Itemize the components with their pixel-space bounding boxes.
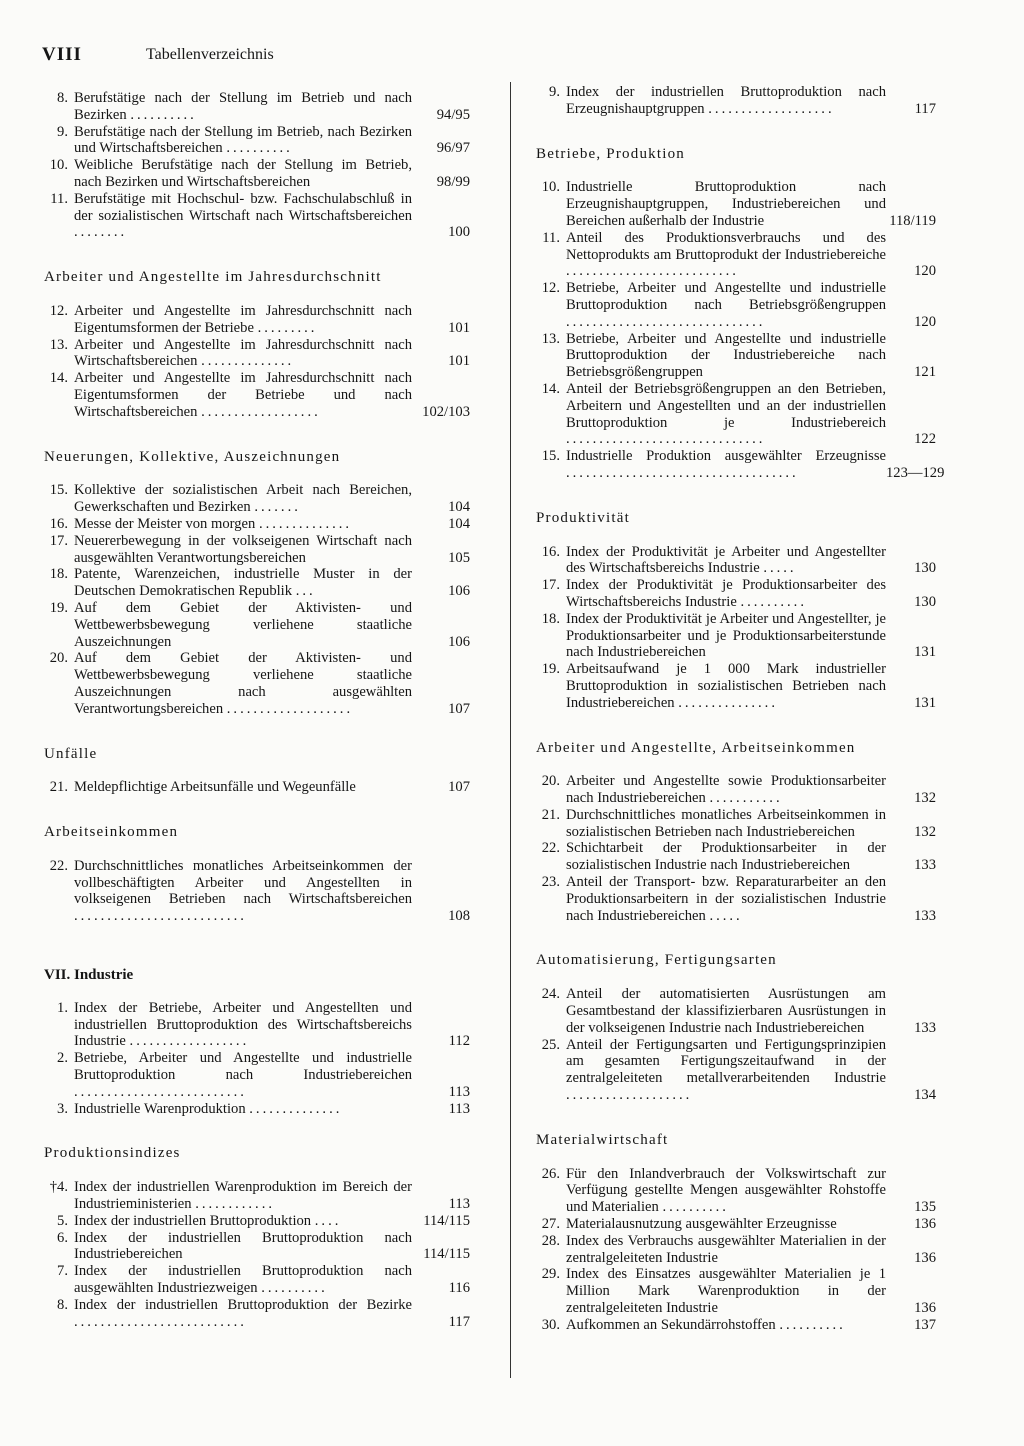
leader-dots: ..............: [249, 1100, 343, 1117]
toc-entry: [536, 1233, 936, 1267]
entry-number: 20.: [49, 650, 68, 667]
toc-entry: [44, 337, 470, 371]
entry-title: [74, 1179, 412, 1213]
entry-page-number: 104: [448, 499, 470, 516]
entry-number: 23.: [541, 874, 560, 891]
toc-entry: [44, 600, 470, 650]
entry-page-number: 136: [914, 1216, 936, 1233]
entry-title-text: Arbeiter und Angestellte im Jahresdurchschnitt nach Wirtschaftsbereichen: [74, 336, 412, 370]
entry-number: 8.: [57, 1296, 68, 1313]
toc-entry: [44, 1050, 470, 1100]
entry-title: [74, 533, 412, 567]
section-heading: Materialwirtschaft: [536, 1131, 669, 1148]
entry-title: [74, 1230, 412, 1264]
toc-entry: [536, 577, 936, 611]
entry-title-text: Index des Verbrauchs ausgewählter Materialien in der zentralgeleiteten Industrie: [566, 1232, 886, 1266]
toc-entry: [536, 1266, 936, 1316]
entry-title: [74, 90, 412, 124]
entry-number: 17.: [541, 577, 560, 594]
entry-number: 7.: [57, 1263, 68, 1280]
entry-title-text: Index der industriellen Bruttoproduktion der Bezirke: [74, 1296, 412, 1313]
entry-page-number: 102/103: [422, 403, 470, 420]
entry-title-text: Betriebe, Arbeiter und Angestellte und industrielle Bruttoproduktion nach Betriebsgrößengruppen: [566, 280, 886, 313]
entry-number: 13.: [49, 336, 68, 353]
entry-title-text: Aufkommen an Sekundärrohstoffen: [566, 1316, 776, 1333]
leader-dots: ...........: [709, 790, 783, 807]
entry-page-number: 133: [914, 1019, 936, 1036]
section-heading: Unfälle: [44, 745, 98, 762]
entry-number: 12.: [49, 302, 68, 319]
leader-dots: ..........: [662, 1199, 729, 1216]
toc-entry: [44, 1297, 470, 1331]
entry-title: [566, 1317, 886, 1334]
entry-page-number: 132: [914, 790, 936, 807]
left-column: [44, 90, 470, 1330]
entry-page-number: 136: [914, 1300, 936, 1317]
chapter-heading: VII. Industrie: [44, 967, 134, 984]
toc-entry: [44, 516, 470, 533]
entry-title-text: Patente, Warenzeichen, industrielle Muster in der Deutschen Demokratischen Republik: [74, 566, 412, 600]
toc-entry: [536, 807, 936, 841]
entry-title-text: Index der industriellen Bruttoproduktion: [74, 1212, 312, 1229]
toc-entry: [44, 779, 470, 796]
entry-title-text: Anteil der Betriebsgrößengruppen an den Betrieben, Arbeitern und Angestellten und an der industriellen Bruttoproduktion je Industriebereich: [566, 380, 886, 431]
entry-page-number: 133: [914, 857, 936, 874]
toc-entry: [44, 191, 470, 241]
entry-title-text: Arbeiter und Angestellte sowie Produktionsarbeiter nach Industriebereichen: [566, 773, 886, 807]
leader-dots: ..........................: [74, 908, 247, 925]
entry-title-text: Weibliche Berufstätige nach der Stellung im Betrieb, nach Bezirken und Wirtschaftsbereichen: [74, 157, 412, 190]
entry-page-number: 104: [448, 515, 470, 532]
entry-number: 11.: [50, 190, 68, 207]
toc-entry: [44, 1230, 470, 1264]
entry-title: [566, 381, 886, 448]
entry-title-text: Index der industriellen Bruttoproduktion nach ausgewählten Industriezweigen: [74, 1263, 412, 1297]
leader-dots: ...................: [566, 1087, 693, 1104]
toc-entry: [536, 179, 936, 229]
entry-title-text: Arbeiter und Angestellte im Jahresdurchschnitt nach Eigentumsformen der Betriebe und nach Wirtschaftsbereichen: [74, 370, 412, 420]
entry-page-number: 117: [914, 100, 936, 117]
toc-entry: [44, 566, 470, 600]
entry-title: [566, 611, 886, 661]
toc-entry: [44, 1000, 470, 1050]
entry-title: [566, 807, 886, 841]
entry-title: [74, 337, 412, 371]
leader-dots: ............: [195, 1196, 275, 1213]
entry-title: [74, 303, 412, 337]
entry-title: [74, 157, 412, 191]
entry-title-text: Industrielle Warenproduktion: [74, 1100, 246, 1117]
entry-page-number: 120: [914, 263, 936, 280]
entry-page-number: 130: [914, 560, 936, 577]
entry-page-number: 121: [914, 364, 936, 381]
leader-dots: ..........: [740, 593, 807, 610]
entry-number: 9.: [549, 84, 560, 100]
entry-title-text: Index der industriellen Warenproduktion im Bereich der Industrieministerien: [74, 1179, 412, 1213]
entry-page-number: 117: [448, 1313, 470, 1330]
toc-entry: [536, 1037, 936, 1104]
toc-entry: [536, 1166, 936, 1216]
leader-dots: .....: [763, 560, 797, 577]
entry-title: [566, 448, 886, 482]
leader-dots: ..........: [226, 140, 293, 157]
leader-dots: ..........................: [566, 263, 739, 280]
entry-page-number: 131: [914, 694, 936, 711]
toc-entry: [44, 157, 470, 191]
entry-title: [74, 600, 412, 650]
entry-number: 13.: [541, 330, 560, 347]
entry-title: [74, 124, 412, 158]
entry-number: 6.: [57, 1229, 68, 1246]
toc-entry: [536, 840, 936, 874]
entry-title-text: Auf dem Gebiet der Aktivisten- und Wettbewerbsbewegung verliehene staatliche Auszeichnungen: [74, 599, 412, 650]
entry-number: 10.: [49, 157, 68, 174]
entry-title: [566, 661, 886, 711]
entry-number: 22.: [541, 840, 560, 857]
entry-title-text: Index der Produktivität je Produktionsarbeiter des Wirtschaftsbereichs Industrie: [566, 577, 886, 610]
entry-page-number: 101: [448, 319, 470, 336]
entry-title: [566, 840, 886, 874]
toc-entry: [536, 331, 936, 381]
leader-dots: ..............: [201, 353, 295, 370]
section-heading: Arbeiter und Angestellte im Jahresdurchschnitt: [44, 269, 382, 286]
leader-dots: ...................................: [566, 464, 799, 481]
entry-page-number: 132: [914, 823, 936, 840]
leader-dots: ..........................: [74, 1083, 247, 1100]
entry-title-text: Kollektive der sozialistischen Arbeit nach Bereichen, Gewerkschaften und Bezirken: [74, 482, 412, 516]
entry-title-text: Arbeiter und Angestellte im Jahresdurchschnitt nach Eigentumsformen der Betriebe: [74, 302, 412, 336]
toc-entry: [44, 533, 470, 567]
leader-dots: ..................: [201, 403, 321, 420]
section-heading: Produktionsindizes: [44, 1145, 181, 1162]
entry-title-text: Anteil der automatisierten Ausrüstungen am Gesamtbestand der klassifizierbaren Ausrüstungen in der volkseigenen Industrie nach Industriebereichen: [566, 986, 886, 1036]
entry-number: 14.: [49, 370, 68, 387]
entry-title-text: Berufstätige mit Hochschul- bzw. Fachschulabschluß in der sozialistischen Wirtschaft nach Wirtschaftsbereichen: [74, 190, 412, 224]
entry-page-number: 113: [448, 1083, 470, 1100]
entry-number: 16.: [541, 543, 560, 560]
entry-page-number: 114/115: [423, 1212, 470, 1229]
entry-page-number: 133: [914, 907, 936, 924]
entry-title: [566, 179, 886, 229]
entry-page-number: 98/99: [436, 173, 470, 190]
toc-entry: [44, 370, 470, 420]
toc-entry: [536, 773, 936, 807]
leader-dots: ....: [314, 1212, 342, 1229]
entry-page-number: 116: [448, 1280, 470, 1297]
entry-title: [74, 1297, 412, 1331]
leader-dots: ........: [74, 224, 128, 241]
entry-title: [566, 544, 886, 578]
entry-page-number: 131: [914, 644, 936, 661]
page-title: Tabellenverzeichnis: [146, 46, 274, 63]
entry-title-text: Anteil der Fertigungsarten und Fertigungsprinzipien am gesamten Fertigungszeitaufwand in der zentralgeleiteten metallverarbeitenden Industrie: [566, 1036, 886, 1087]
section-heading: Arbeiter und Angestellte, Arbeitseinkommen: [536, 739, 856, 756]
entry-page-number: 122: [914, 431, 936, 448]
toc-entry: [44, 90, 470, 124]
entry-title: [74, 370, 412, 420]
entry-title-text: Anteil des Produktionsverbrauchs und des Nettoprodukts am Bruttoprodukt der Industriebereiche: [566, 229, 886, 263]
entry-title: [566, 1266, 886, 1316]
entry-title-text: Für den Inlandverbrauch der Volkswirtschaft zur Verfügung gestellte Mengen ausgewählter Rohstoffe und Materialien: [566, 1165, 886, 1216]
entry-title: [74, 191, 412, 241]
toc-entry: [536, 280, 936, 330]
entry-number: 30.: [541, 1316, 560, 1333]
entry-page-number: 107: [448, 700, 470, 717]
page-header: [42, 44, 274, 66]
entry-number: 14.: [541, 380, 560, 397]
entry-number: 11.: [542, 229, 560, 246]
leader-dots: ..........: [779, 1316, 846, 1333]
leader-dots: ..............................: [566, 431, 766, 448]
entry-title-text: Betriebe, Arbeiter und Angestellte und industrielle Bruttoproduktion der Industriebereiche nach Betriebsgrößengruppen: [566, 330, 886, 381]
toc-entry: [44, 482, 470, 516]
entry-number: 25.: [541, 1036, 560, 1053]
entry-page-number: 137: [914, 1316, 936, 1333]
entry-title-text: Materialausnutzung ausgewählter Erzeugnisse: [566, 1216, 837, 1233]
section-heading: Betriebe, Produktion: [536, 145, 685, 162]
entry-title: [566, 874, 886, 924]
entry-title: [74, 1101, 412, 1118]
entry-number: 19.: [49, 599, 68, 616]
entry-title: [74, 482, 412, 516]
entry-title-text: Anteil der Transport- bzw. Reparaturarbeiter an den Produktionsarbeitern in der sozialistischen Industrie nach Industriebereichen: [566, 874, 886, 924]
entry-title-text: Index der industriellen Bruttoproduktion nach Erzeugnishauptgruppen: [566, 84, 886, 117]
entry-title-text: Auf dem Gebiet der Aktivisten- und Wettbewerbsbewegung verliehene staatliche Auszeichnungen nach ausgewählten Verantwortungsbereichen: [74, 650, 412, 717]
entry-number: 12.: [541, 280, 560, 297]
entry-page-number: 114/115: [423, 1246, 470, 1263]
entry-title: [566, 1233, 886, 1267]
entry-number: 21.: [541, 806, 560, 823]
entry-title: [566, 280, 886, 330]
entry-page-number: 135: [914, 1199, 936, 1216]
section-heading: Produktivität: [536, 509, 630, 526]
entry-number: 21.: [49, 779, 68, 796]
entry-page-number: 94/95: [436, 106, 470, 123]
entry-page-number: 130: [914, 593, 936, 610]
entry-page-number: 96/97: [436, 140, 470, 157]
entry-title: [74, 1263, 412, 1297]
toc-entry: [536, 84, 936, 118]
entry-number: 9.: [57, 123, 68, 140]
entry-title: [74, 779, 412, 796]
toc-entry: [536, 544, 936, 578]
section-heading: Neuerungen, Kollektive, Auszeichnungen: [44, 448, 341, 465]
leader-dots: .........: [257, 319, 318, 336]
leader-dots: .....: [709, 907, 743, 924]
leader-dots: ..........: [130, 106, 197, 123]
entry-number: 1.: [57, 999, 68, 1016]
entry-number: 17.: [49, 532, 68, 549]
entry-page-number: 113: [448, 1196, 470, 1213]
entry-title-text: Index der Produktivität je Arbeiter und Angestellter des Wirtschaftsbereichs Industrie: [566, 543, 886, 577]
entry-title-text: Schichtarbeit der Produktionsarbeiter in der sozialistischen Industrie nach Industriebereichen: [566, 840, 886, 874]
entry-number: 28.: [541, 1232, 560, 1249]
entry-page-number: 105: [448, 549, 470, 566]
entry-title: [566, 1216, 886, 1233]
leader-dots: ..................: [129, 1033, 250, 1050]
entry-number: 15.: [541, 448, 560, 465]
entry-number: 5.: [57, 1212, 68, 1229]
entry-number: †4.: [49, 1179, 68, 1196]
entry-title-text: Durchschnittliches monatliches Arbeitseinkommen in sozialistischen Betrieben nach Industriebereichen: [566, 806, 886, 840]
entry-number: 15.: [49, 482, 68, 499]
entry-title: [566, 230, 886, 280]
toc-entry: [44, 303, 470, 337]
toc-entry: [536, 661, 936, 711]
entry-title-text: Index der Betriebe, Arbeiter und Angestellten und industriellen Bruttoproduktion des Wirtschaftsbereichs Industrie: [74, 999, 412, 1050]
entry-number: 18.: [541, 610, 560, 627]
right-column: [536, 84, 945, 1334]
toc-entry: [536, 874, 936, 924]
entry-title: [566, 986, 886, 1036]
leader-dots: ...................: [708, 100, 835, 117]
entry-page-number: 101: [448, 353, 470, 370]
entry-title-text: Index der Produktivität je Arbeiter und Angestellter, je Produktionsarbeiter und je Produktionsarbeiterstunde nach Industriebereichen: [566, 610, 886, 661]
entry-page-number: 113: [448, 1100, 470, 1117]
entry-number: 3.: [57, 1100, 68, 1117]
entry-page-number: 120: [914, 313, 936, 330]
entry-title: [566, 331, 886, 381]
leader-dots: ..........: [261, 1280, 328, 1297]
toc-entry: [536, 381, 936, 448]
entry-title: [74, 1050, 412, 1100]
entry-page-number: 136: [914, 1249, 936, 1266]
entry-title-text: Arbeitsaufwand je 1 000 Mark industrieller Bruttoproduktion in sozialistischen Betrieben nach Industriebereichen: [566, 661, 886, 711]
toc-entry: [536, 1216, 936, 1233]
entry-title: [566, 773, 886, 807]
leader-dots: ..........................: [74, 1313, 247, 1330]
entry-number: 26.: [541, 1165, 560, 1182]
entry-title: [74, 1213, 412, 1230]
entry-title: [566, 1166, 886, 1216]
entry-title-text: Berufstätige nach der Stellung im Betrieb, nach Bezirken und Wirtschaftsbereichen: [74, 123, 412, 157]
entry-page-number: 106: [448, 583, 470, 600]
entry-number: 18.: [49, 566, 68, 583]
leader-dots: .......: [254, 499, 301, 516]
entry-number: 2.: [57, 1050, 68, 1067]
toc-entry: [536, 611, 936, 661]
column-divider: [510, 82, 511, 1378]
entry-title-text: Betriebe, Arbeiter und Angestellte und industrielle Bruttoproduktion nach Industriebereichen: [74, 1050, 412, 1084]
section-heading: Automatisierung, Fertigungsarten: [536, 952, 777, 969]
entry-page-number: 108: [448, 908, 470, 925]
entry-title: [74, 566, 412, 600]
entry-title: [566, 1037, 886, 1104]
toc-entry: [536, 448, 945, 482]
entry-page-number: 112: [448, 1033, 470, 1050]
entry-title-text: Industrielle Bruttoproduktion nach Erzeugnishauptgruppen, Industriebereichen und Bereichen außerhalb der Industrie: [566, 179, 886, 229]
entry-title: [74, 1000, 412, 1050]
entry-title-text: Neuererbewegung in der volkseigenen Wirtschaft nach ausgewählten Verantwortungsbereichen: [74, 532, 412, 566]
leader-dots: ...................: [226, 700, 354, 717]
leader-dots: ..............: [258, 515, 353, 532]
entry-title-text: Index der industriellen Bruttoproduktion nach Industriebereichen: [74, 1229, 412, 1263]
entry-number: 8.: [57, 90, 68, 106]
entry-page-number: 107: [448, 779, 470, 796]
entry-title: [566, 84, 886, 118]
entry-number: 10.: [541, 179, 560, 196]
toc-entry: [44, 1179, 470, 1213]
entry-title: [74, 858, 412, 925]
entry-page-number: 106: [448, 633, 470, 650]
entry-number: 29.: [541, 1266, 560, 1283]
entry-number: 24.: [541, 986, 560, 1003]
entry-page-number: 118/119: [889, 212, 936, 229]
entry-number: 16.: [49, 515, 68, 532]
entry-title: [566, 577, 886, 611]
toc-entry: [44, 1263, 470, 1297]
entry-title-text: Index des Einsatzes ausgewählter Materialien je 1 Million Mark Warenproduktion in der zentralgeleiteten Industrie: [566, 1266, 886, 1317]
entry-title: [74, 516, 412, 533]
entry-number: 22.: [49, 857, 68, 874]
leader-dots: ...: [295, 583, 316, 600]
entry-title-text: Durchschnittliches monatliches Arbeitseinkommen der vollbeschäftigten Arbeiter und Angestellten in volkseigenen Betrieben nach Wirtschaftsbereichen: [74, 857, 412, 908]
toc-entry: [44, 858, 470, 925]
entry-page-number: 134: [914, 1087, 936, 1104]
entry-number: 27.: [541, 1216, 560, 1233]
entry-title: [74, 650, 412, 717]
toc-entry: [536, 230, 936, 280]
section-heading: Arbeitseinkommen: [44, 824, 179, 841]
entry-title-text: Messe der Meister von morgen: [74, 515, 256, 532]
entry-title-text: Meldepflichtige Arbeitsunfälle und Wegeunfälle: [74, 779, 356, 796]
toc-entry: [44, 650, 470, 717]
toc-entry: [44, 1101, 470, 1118]
toc-entry: [44, 1213, 470, 1230]
leader-dots: ..............................: [566, 313, 766, 330]
entry-page-number: 100: [448, 224, 470, 241]
entry-number: 19.: [541, 661, 560, 678]
toc-entry: [536, 986, 936, 1036]
entry-page-number: 123—129: [886, 464, 945, 481]
toc-entry: [44, 124, 470, 158]
entry-title-text: Berufstätige nach der Stellung im Betrieb und nach Bezirken: [74, 90, 412, 123]
toc-entry: [536, 1317, 936, 1334]
page-number: VIII: [42, 44, 82, 65]
entry-number: 20.: [541, 773, 560, 790]
leader-dots: ...............: [678, 694, 778, 711]
entry-title-text: Industrielle Produktion ausgewählter Erzeugnisse: [566, 448, 886, 465]
